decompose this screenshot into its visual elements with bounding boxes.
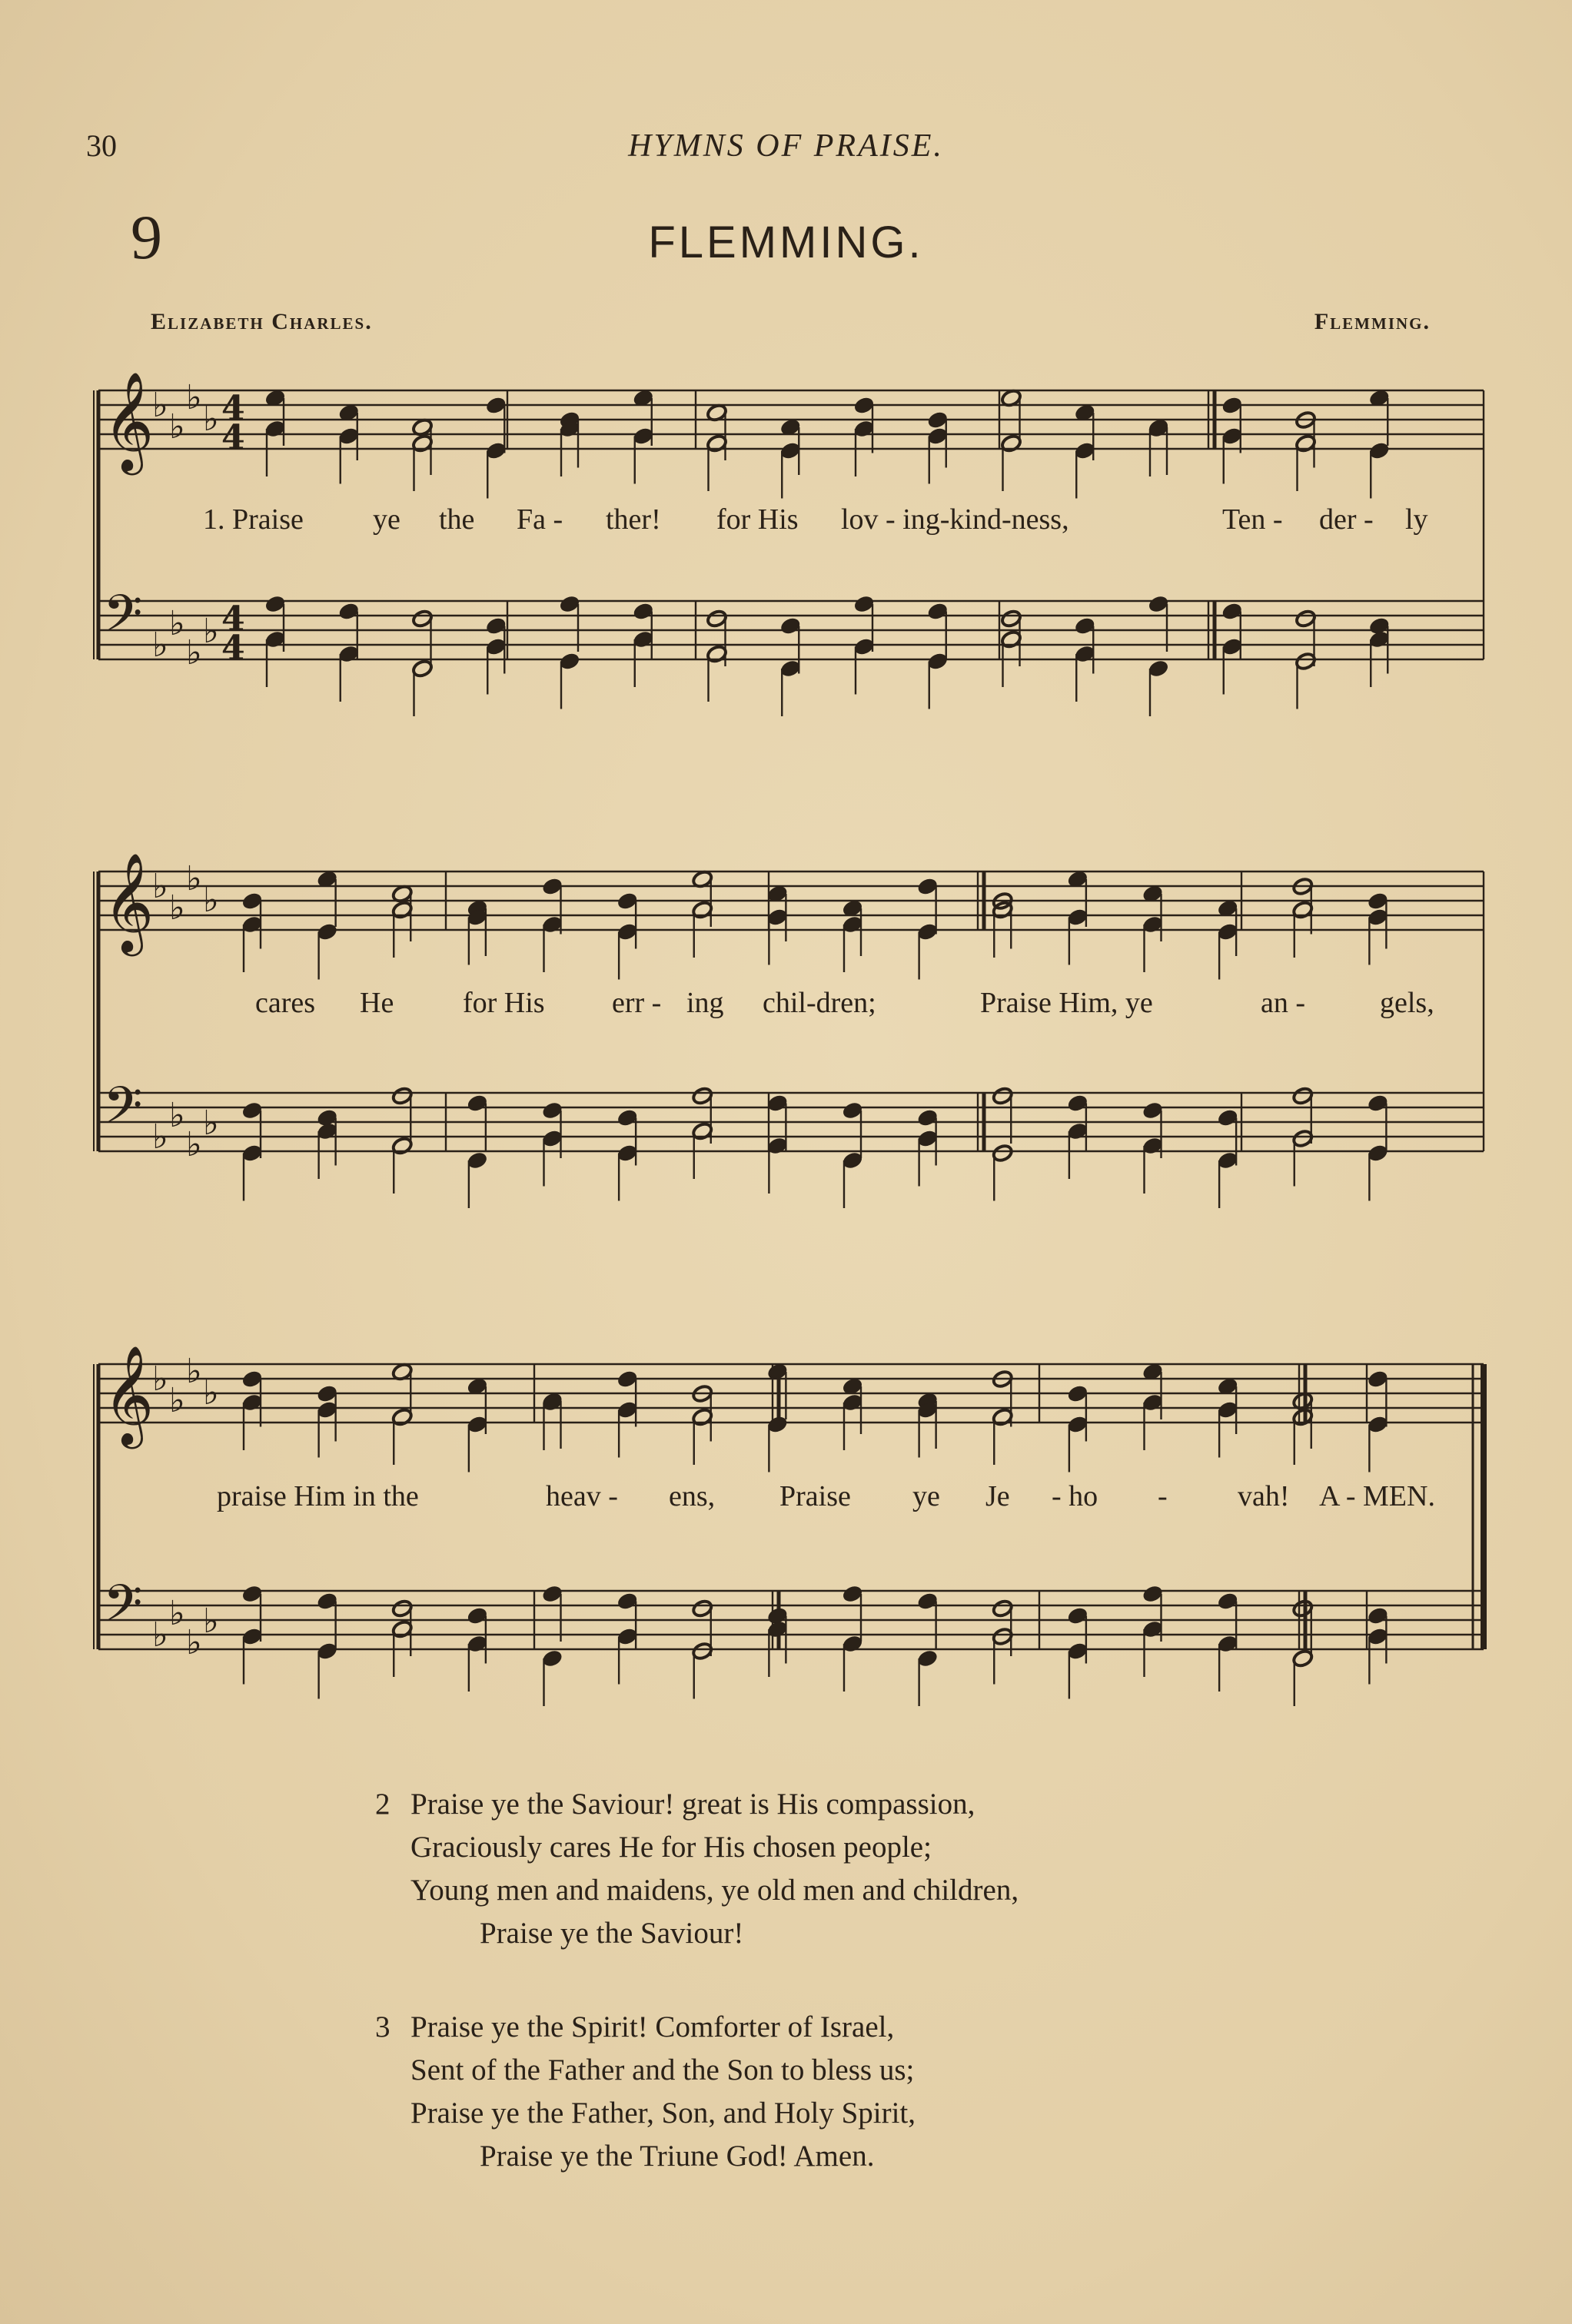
verse-line: Young men and maidens, ye old men and children, — [410, 1874, 1019, 1907]
lyric-syllable: Je — [985, 1480, 1010, 1512]
time-signature-icon: 4 — [221, 389, 245, 428]
lyric-syllable: cares — [255, 987, 316, 1019]
lyric-syllable: Praise Him, ye — [980, 987, 1153, 1019]
hymn-number: 9 — [131, 202, 162, 272]
flat-sign-icon: ♭ — [152, 1360, 168, 1399]
verse-number: 2 — [375, 1788, 391, 1821]
time-signature-icon: 4 — [221, 418, 245, 457]
flat-sign-icon: ♭ — [169, 407, 185, 447]
flat-sign-icon: ♭ — [203, 881, 219, 920]
verse-number: 3 — [375, 2010, 391, 2043]
lyric-syllable: He — [360, 987, 394, 1019]
verse-line: Praise ye the Father, Son, and Holy Spirit, — [410, 2097, 916, 2130]
page-number: 30 — [86, 128, 117, 163]
verse-3 — [375, 2006, 916, 2178]
flat-sign-icon: ♭ — [203, 612, 219, 651]
verse-line: Graciously cares He for His chosen people; — [410, 1831, 932, 1864]
lyric-syllable: - ho — [1052, 1480, 1098, 1512]
flat-sign-icon: ♭ — [152, 626, 168, 665]
lyric-syllable: for His — [716, 503, 799, 536]
running-title: HYMNS OF PRAISE. — [628, 128, 944, 164]
flat-sign-icon: ♭ — [169, 604, 185, 643]
lyric-syllable: Ten - — [1222, 503, 1283, 536]
lyric-syllable: ing — [686, 987, 724, 1019]
lyric-syllable: ye — [912, 1480, 940, 1512]
flat-sign-icon: ♭ — [186, 1623, 202, 1662]
lyric-syllable: an - — [1261, 987, 1306, 1019]
flat-sign-icon: ♭ — [186, 859, 202, 898]
hymn-author: Elizabeth Charles. — [151, 309, 373, 334]
treble-clef-icon: 𝄞 — [103, 852, 155, 952]
lyric-syllable: - — [1158, 1480, 1168, 1512]
flat-sign-icon: ♭ — [169, 1594, 185, 1633]
lyric-syllable: for His — [463, 987, 545, 1019]
lyric-syllable: lov - ing-kind-ness, — [841, 503, 1069, 536]
flat-sign-icon: ♭ — [186, 1125, 202, 1164]
lyric-syllable: praise Him in the — [217, 1480, 419, 1512]
flat-sign-icon: ♭ — [203, 1602, 219, 1641]
flat-sign-icon: ♭ — [186, 378, 202, 417]
flat-sign-icon: ♭ — [152, 386, 168, 425]
bass-clef-icon: 𝄢 — [103, 1076, 143, 1147]
flat-sign-icon: ♭ — [169, 1381, 185, 1420]
verse-line: Sent of the Father and the Son to bless us; — [410, 2053, 915, 2087]
hymn-title: FLEMMING. — [648, 217, 924, 267]
lyric-syllable: heav - — [546, 1480, 618, 1512]
verse-line: Praise ye the Triune God! Amen. — [480, 2140, 875, 2173]
verse-line: Praise ye the Saviour! great is His compassion, — [410, 1788, 975, 1821]
flat-sign-icon: ♭ — [203, 1104, 219, 1143]
time-signature-icon: 4 — [221, 599, 245, 639]
lyric-syllable: the — [439, 503, 475, 536]
lyric-syllable: ye — [373, 503, 400, 536]
flat-sign-icon: ♭ — [186, 633, 202, 672]
bass-clef-icon: 𝄢 — [103, 1574, 143, 1645]
treble-clef-icon: 𝄞 — [103, 371, 155, 471]
flat-sign-icon: ♭ — [152, 867, 168, 906]
lyric-syllable: vah! — [1238, 1480, 1290, 1512]
verse-line: Praise ye the Saviour! — [480, 1917, 744, 1950]
lyric-syllable: Praise — [779, 1480, 851, 1512]
lyric-syllable: der - — [1319, 503, 1374, 536]
tune-composer: Flemming. — [1314, 309, 1431, 334]
flat-sign-icon: ♭ — [203, 1373, 219, 1413]
treble-clef-icon: 𝄞 — [103, 1345, 155, 1445]
lyric-syllable: Fa - — [517, 503, 563, 536]
time-signature-icon: 4 — [221, 629, 245, 668]
lyric-syllable: gels, — [1380, 987, 1434, 1019]
lyric-syllable: ther! — [606, 503, 661, 536]
lyric-syllable: err - — [612, 987, 662, 1019]
verse-line: Praise ye the Spirit! Comforter of Israel, — [410, 2010, 895, 2043]
flat-sign-icon: ♭ — [169, 888, 185, 928]
flat-sign-icon: ♭ — [152, 1615, 168, 1655]
lyric-syllable: ly — [1405, 503, 1428, 536]
lyric-syllable: 1. Praise — [203, 503, 304, 536]
lyric-syllable: ens, — [669, 1480, 716, 1512]
flat-sign-icon: ♭ — [169, 1096, 185, 1135]
lyric-syllable: A - MEN. — [1319, 1480, 1435, 1512]
flat-sign-icon: ♭ — [152, 1117, 168, 1157]
verse-2 — [375, 1783, 1019, 1955]
bass-clef-icon: 𝄢 — [103, 584, 143, 656]
flat-sign-icon: ♭ — [203, 400, 219, 439]
flat-sign-icon: ♭ — [186, 1352, 202, 1391]
lyric-syllable: chil-dren; — [763, 987, 876, 1019]
